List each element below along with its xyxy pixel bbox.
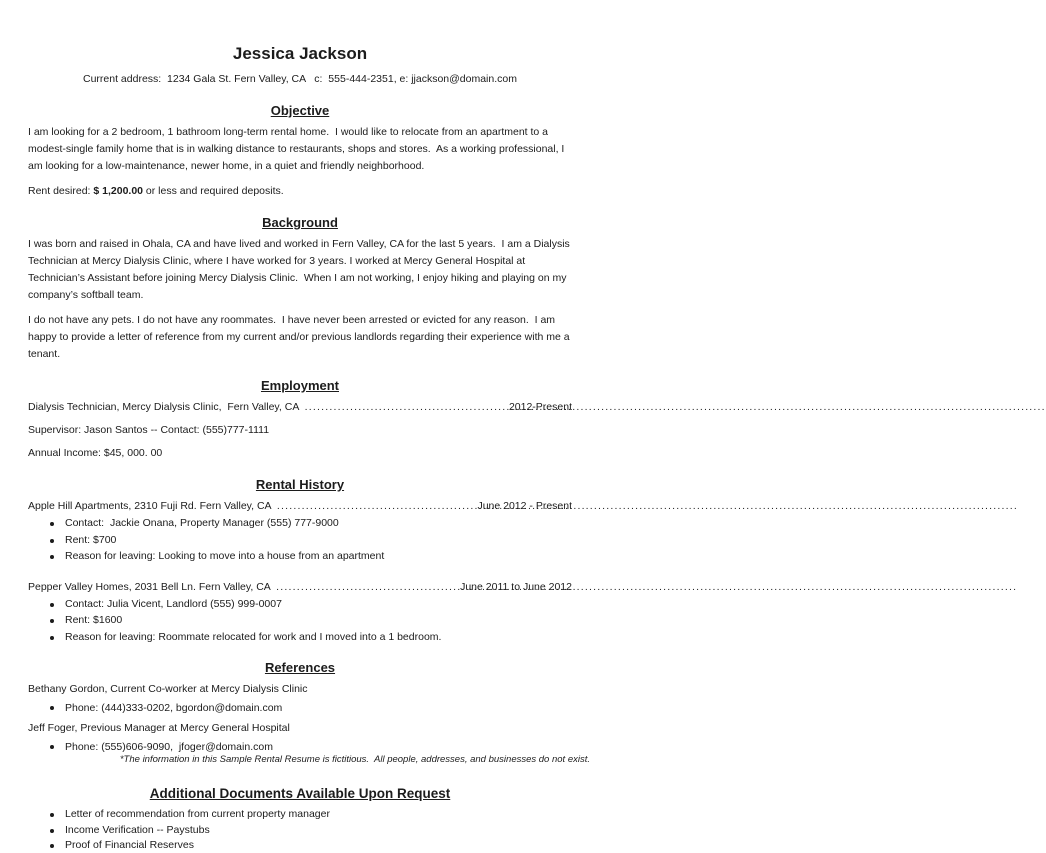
- bullet-icon: [50, 619, 54, 623]
- bullet-icon: [50, 603, 54, 607]
- additional-documents-heading: Additional Documents Available Upon Request: [149, 786, 451, 801]
- rental-reason: Reason for leaving: Roommate relocated for work and I moved into a 1 bedroom.: [65, 630, 442, 643]
- bullet-icon: [50, 555, 54, 559]
- employment-dates: 2012-Present: [506, 401, 572, 413]
- reference-entry: [28, 681, 572, 717]
- employment-position-line: [28, 399, 572, 416]
- list-item: [28, 533, 572, 549]
- list-item: [28, 700, 572, 717]
- reference-person: Jeff Foger, Previous Manager at Mercy General Hospital: [28, 722, 290, 734]
- list-item: [28, 516, 572, 532]
- bullet-icon: [50, 813, 54, 817]
- background-paragraph-1: I was born and raised in Ohala, CA and have lived and worked in Fern Valley, CA for the last 5 years. I am a Dialysis Technician at Mercy Dialysis Clinic, where I have worked for 3 years. I worked at Mercy General Hospital at Technician’s Assistant before joining Mercy Dialysis Clinic. When I am not working, I enjoy hiking and playing on my company’s softball team.: [28, 238, 573, 301]
- rental-history-heading: Rental History: [255, 477, 345, 492]
- bullet-icon: [50, 706, 54, 710]
- dotted-leader: [305, 399, 503, 416]
- bullet-icon: [50, 829, 54, 833]
- bullet-icon: [50, 844, 54, 848]
- list-item: [28, 630, 572, 646]
- contact-line: Current address: 1234 Gala St. Fern Valley, CA c: 555-444-2351, e: jjackson@domain.com: [83, 73, 517, 85]
- rental-entry: [28, 498, 572, 565]
- reference-phone: Phone: (444)333-0202, bgordon@domain.com: [65, 702, 283, 714]
- background-paragraph-2: I do not have any pets. I do not have any roommates. I have never been arrested or evicted for any reason. I am happy to provide a letter of reference from my current and/or previous landlords regarding their experience with me a tenant.: [28, 314, 573, 360]
- list-item: [28, 838, 572, 853]
- additional-document-item: Letter of recommendation from current property manager: [65, 808, 330, 820]
- additional-document-item: Proof of Financial Reserves: [65, 839, 194, 851]
- list-item: [28, 549, 572, 565]
- objective-heading: Objective: [270, 103, 330, 118]
- reference-person: Bethany Gordon, Current Co-worker at Mercy Dialysis Clinic: [28, 683, 308, 695]
- rental-property: Pepper Valley Homes, 2031 Bell Ln. Fern Valley, CA: [28, 580, 274, 593]
- rental-dates: June 2011 to June 2012: [457, 580, 572, 593]
- rental-contact: Contact: Jackie Onana, Property Manager (555) 777-9000: [65, 517, 339, 529]
- rental-rent: Rent: $700: [65, 533, 117, 546]
- rental-property-line: [28, 579, 572, 596]
- rent-desired-amount: $ 1,200.00: [93, 185, 144, 197]
- list-item: [28, 807, 572, 822]
- list-item: [28, 597, 572, 613]
- background-heading: Background: [262, 215, 338, 230]
- employment-heading: Employment: [260, 378, 339, 393]
- document-title: Jessica Jackson: [232, 44, 368, 63]
- reference-phone: Phone: (555)606-9090, jfoger@domain.com: [65, 741, 273, 753]
- bullet-icon: [50, 539, 54, 543]
- objective-body: I am looking for a 2 bedroom, 1 bathroom long-term rental home. I would like to relocate from an apartment to a modest-single family home that is in walking distance to restaurants, shops and stores. As a working professional, I am looking for a low-maintenance, newer home, in a quiet and friendly neighborhood.: [28, 126, 568, 172]
- disclaimer-footnote: *The information in this Sample Rental Resume is fictitious. All people, addresses, and businesses do not exist.: [119, 754, 590, 765]
- rental-contact: Contact: Julia Vicent, Landlord (555) 999-0007: [65, 597, 282, 610]
- rental-property-line: [28, 498, 572, 515]
- bullet-icon: [50, 745, 54, 749]
- dotted-leader: [276, 579, 454, 596]
- employment-position: Dialysis Technician, Mercy Dialysis Clinic, Fern Valley, CA: [28, 401, 302, 413]
- additional-document-item: Income Verification -- Paystubs: [65, 823, 210, 836]
- bullet-icon: [50, 636, 54, 640]
- references-heading: References: [264, 660, 336, 675]
- rental-reason: Reason for leaving: Looking to move into a house from an apartment: [65, 550, 385, 562]
- rental-property: Apple Hill Apartments, 2310 Fuji Rd. Fern Valley, CA: [28, 500, 274, 512]
- additional-documents-section: [28, 786, 572, 853]
- bullet-icon: [50, 522, 54, 526]
- rent-desired-prefix: Rent desired:: [28, 185, 94, 197]
- employment-income: Annual Income: $45, 000. 00: [28, 447, 163, 459]
- rent-desired-suffix: or less and required deposits.: [143, 185, 284, 197]
- rent-desired-line: [28, 183, 572, 200]
- employment-supervisor: Supervisor: Jason Santos -- Contact: (555)777-1111: [28, 424, 270, 436]
- dotted-leader: [277, 498, 475, 515]
- rental-rent: Rent: $1600: [65, 614, 123, 626]
- list-item: [28, 613, 572, 629]
- list-item: [28, 823, 572, 838]
- rental-dates: June 2012 - Present: [477, 500, 572, 512]
- rental-entry: [28, 579, 572, 646]
